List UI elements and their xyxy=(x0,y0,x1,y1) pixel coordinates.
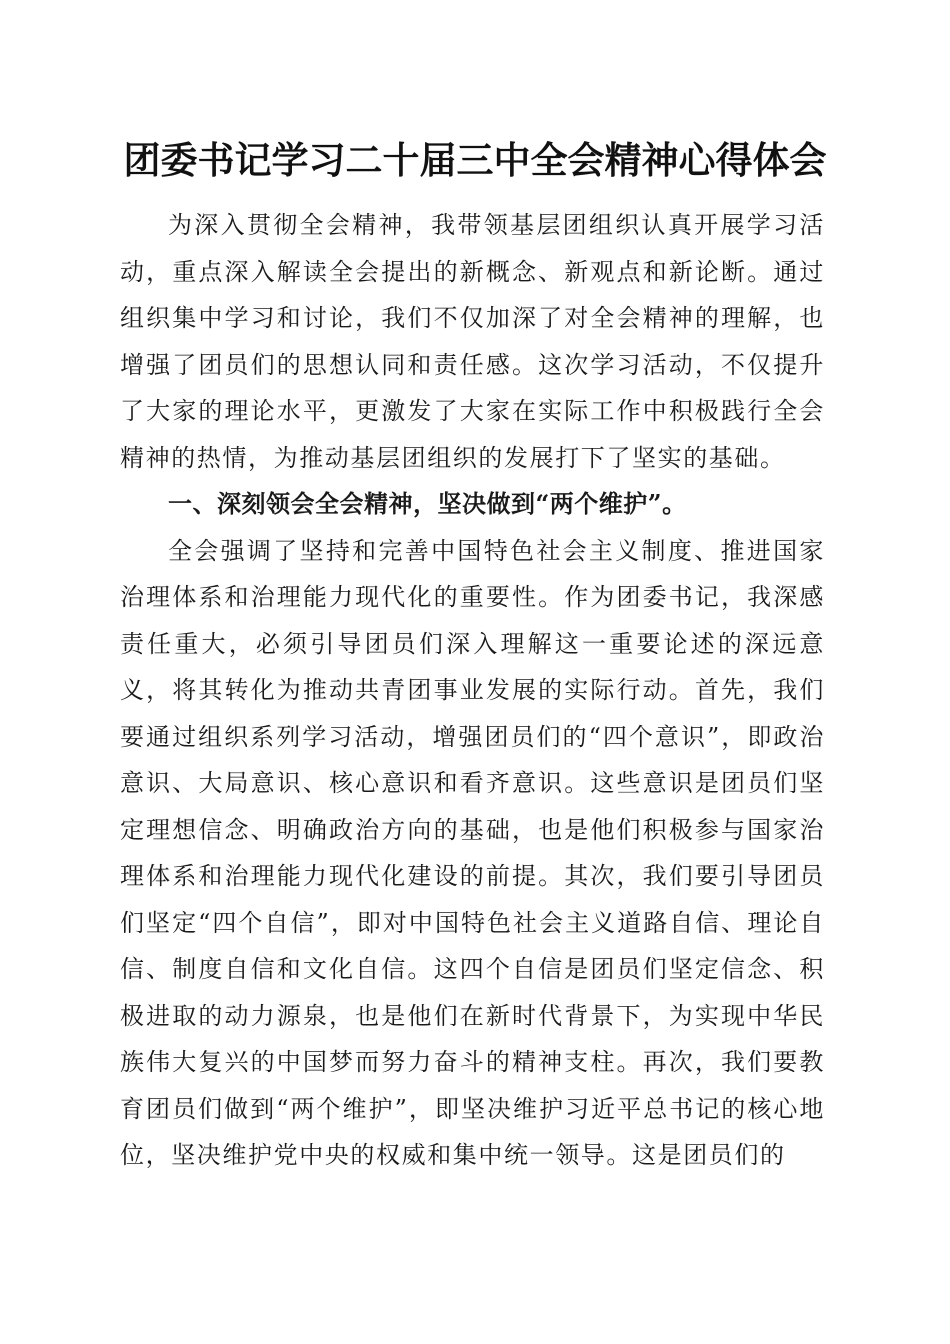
section-heading-1: 一、深刻领会全会精神，坚决做到“两个维护”。 xyxy=(168,489,687,518)
section-1-paragraph: 全会强调了坚持和完善中国特色社会主义制度、推进国家治理体系和治理能力现代化的重要性。作为团委书记，我深感责任重大，必须引导团员们深入理解这一重要论述的深远意义，将其转化为推动共青团事业发展的实际行动。首先，我们要通过组织系列学习活动，增强团员们的“四个意识”，即政治意识、大局意识、核心意识和看齐意识。这些意识是团员们坚定理想信念、明确政治方向的基础，也是他们积极参与国家治理体系和治理能力现代化建设的前提。其次，我们要引导团员们坚定“四个自信”，即对中国特色社会主义道路自信、理论自信、制度自信和文化自信。这四个自信是团员们坚定信念、积极进取的动力源泉，也是他们在新时代背景下，为实现中华民族伟大复兴的中国梦而努力奋斗的精神支柱。再次，我们要教育团员们做到“两个维护”，即坚决维护习近平总书记的核心地位，坚决维护党中央的权威和集中统一领导。这是团员们的 xyxy=(120,536,825,1169)
intro-paragraph: 为深入贯彻全会精神，我带领基层团组织认真开展学习活动，重点深入解读全会提出的新概念、新观点和新论断。通过组织集中学习和讨论，我们不仅加深了对全会精神的理解，也增强了团员们的思想认同和责任感。这次学习活动，不仅提升了大家的理论水平，更激发了大家在实际工作中积极践行全会精神的热情，为推动基层团组织的发展打下了坚实的基础。 xyxy=(120,211,825,472)
document-title: 团委书记学习二十届三中全会精神心得体会 xyxy=(123,138,827,182)
document-body xyxy=(120,202,825,1179)
